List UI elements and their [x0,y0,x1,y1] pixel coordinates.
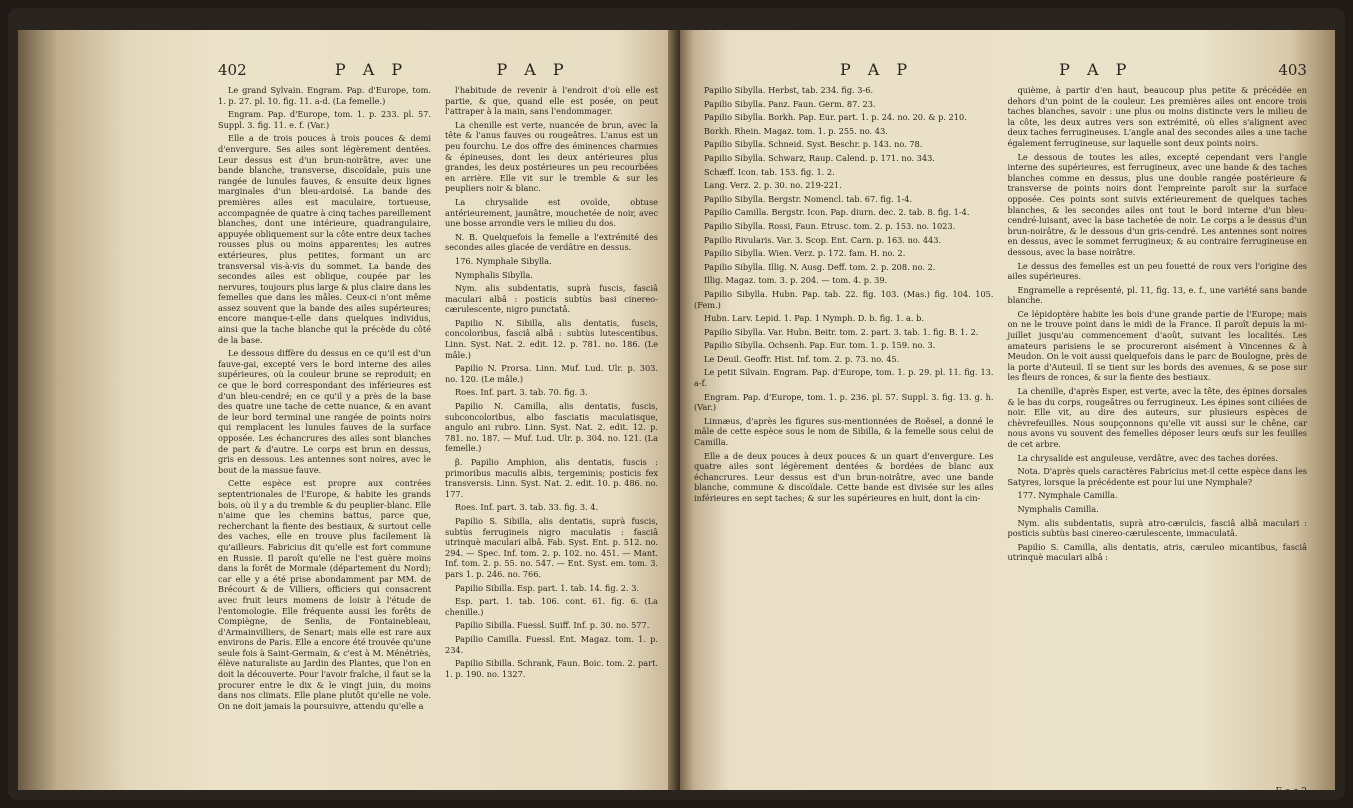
paragraph: Schæff. Icon. tab. 153. fig. 1. 2. [704,166,835,177]
paragraph: Lang. Verz. 2. p. 30. no. 219-221. [704,180,842,191]
paragraph: Nymphalis Camilla. [1017,503,1099,514]
paragraph: Papilio Sibylla. Schwarz, Raup. Calend. p. 171. no. 343. [704,152,935,163]
paragraph: Papilio S. Camilla, alis dentatis, atris, cæruleo micantibus, fasciâ utrinquè maculari albâ : [1007,541,1307,563]
left-head-word-2: P A P [496,60,570,79]
paragraph: Nota. D'après quels caractères Fabricius met-il cette espèce dans les Satyres, lorsque la précédente est pour lui une Nymphale? [1007,466,1307,487]
paragraph: l'habitude de revenir à l'endroit d'où elle est partie, & que, quand elle est posée, on peut l'attraper à la main, sans l'endommager. [445,85,658,117]
paragraph: Papilio N. Camilla, alis dentatis, fuscis, subconcoloribus, albo fasciatis maculatisque, angulo ani rubro. Linn. Syst. Nat. 2. edit. 12. p. 781. no. 187. — Muf. Lud. Ulr. p. 304. no. 121. (La femelle.) [445,401,658,454]
paragraph: Papilio Sibilla. Esp. part. 1. tab. 14. fig. 2. 3. [455,582,640,593]
paragraph: La chenille est verte, nuancée de brun, avec la tête & l'anus fauves ou rougeâtres. L'anus est un peu fourchu. Le dos offre des éminences charnues & épineuses, dont les deux antérieures plus grandes, les deux postérieures un peu recourbées en arrière. Elle vit sur le tremble & sur les peupliers noir & blanc. [445,119,658,194]
paragraph: La chrysalide est ovoïde, obtuse antérieurement, jaunâtre, mouchetée de noir, avec une bosse arrondie vers le milieu du dos. [445,196,658,229]
paragraph: Le Deuil. Geoffr. Hist. Inf. tom. 2. p. 73. no. 45. [704,353,900,364]
paragraph: Papilio Sibylla. Borkh. Pap. Eur. part. 1. p. 24. no. 20. & p. 210. [704,112,967,123]
paragraph: Papilio Sibylla. Panz. Faun. Germ. 87. 23. [704,98,876,109]
paragraph: Papilio N. Sibilla, alis dentatis, fuscis, concoloribus, fasciâ albâ : subtùs lutescentibus. Linn. Syst. Nat. 2. edit. 12. p. 781. no. 186. (Le mâle.) [445,317,658,360]
paragraph: Papilio Sibylla. Rossi, Faun. Etrusc. tom. 2. p. 153. no. 1023. [704,220,956,231]
paragraph: Esp. part. 1. tab. 106. cont. 61. fig. 6. (La chenille.) [445,596,658,617]
right-page-number: 403 [1278,61,1307,79]
left-page-number: 402 [218,61,247,79]
paragraph: N. B. Quelquefois la femelle a l'extrémité des secondes ailes glacée de verdâtre en dessus. [445,231,658,253]
paragraph: Papilio S. Sibilla, alis dentatis, suprà fuscis, subtùs ferrugineis nigro maculatis : fasciâ utrinquè maculari albâ. Fab. Syst. Ent. p. 512. no. 294. — Spec. Inf. tom. 2. p. 102. no. 451. — Mant. Inf. tom. 2. p. 55. no. 547. — Ent. Syst. em. tom. 3. pars 1. p. 246. no. 766. [445,515,658,579]
paragraph: Papilio Sibylla. Var. Hubn. Beitr. tom. 2. part. 3. tab. 1. fig. B. 1. 2. [704,326,979,337]
paragraph: Le grand Sylvain. Engram. Pap. d'Europe, tom. 1. p. 27. pl. 10. fig. 11. a-d. (La femelle.) [218,85,431,106]
paragraph: Papilio Sibylla. Herbst, tab. 234. fig. 3-6. [704,85,874,95]
paragraph: Elle a de deux pouces à deux pouces & un quart d'envergure. Les quatre ailes sont légèrement dentées & bordées de blanc aux échancrures. Leur dessus est d'un brun-noirâtre, avec une bande blanche, commune & discoïdale. Cette bande est divisée sur les ailes inférieures en sept taches; & sur les supérieures en huit, dont la cin- [694,450,994,503]
paragraph: Elle a de trois pouces à trois pouces & demi d'envergure. Ses ailes sont légèrement dentées. Leur dessus est d'un brun-noirâtre, avec une bande blanche, transverse, discoïdale, puis une rangée de lunules fauves, & ensuite deux lignes marginales d'un bleu-ardoisé. La bande des premières ailes est maculaire, tortueuse, accompagnée de quatre à cinq taches pareillement blanches, dont une intérieure, quadrangulaire, appuyée obliquement sur la côte entre deux taches rousses plus ou moins apparentes; les autres extérieures, plus petites, formant un arc transversal vis-à-vis du sommet. La bande des secondes ailes est oblique, coupée par les nervures, toujours plus large & plus claire dans les femelles que dans les mâles. Ceux-ci n'ont même assez souvent que la bande des ailes supérieures; encore manque-t-elle dans quelques individus, ainsi que la tache blanche qui la précède du côté de la base. [218,133,431,345]
left-page [18,30,680,790]
paragraph: quième, à partir d'en haut, beaucoup plus petite & précédée en dehors d'un point de la couleur. Les premières ailes ont encore trois taches blanches, savoir : une plus ou moins distincte vers le milieu de la côte, les deux autres vers son extrémité, où elles s'alignent avec deux taches ferrugineuses. L'angle anal des secondes ailes a une tache également ferrugineuse, sur laquelle sont deux points noirs. [1007,85,1307,148]
paragraph: Papilio Sibylla. Illig. N. Ausg. Deff. tom. 2. p. 208. no. 2. [704,261,936,272]
page-signature: E e e 2 [1275,787,1307,797]
paragraph: Papilio Camilla. Fuessl. Ent. Magaz. tom. 1. p. 234. [445,633,658,655]
right-head-word-2: P A P [1059,60,1133,79]
paragraph: Papilio Sibylla. Hubn. Pap. tab. 22. fig. 103. (Mas.) fig. 104. 105. (Fem.) [694,288,994,310]
paragraph: Le dessous diffère du dessus en ce qu'il est d'un fauve-gai, excepté vers le bord interne des ailes supérieures, où la couleur brune se reproduit; en ce que le bord correspondant des inférieures est d'un bleu-cendré; en ce qu'il y a près de la base des quatre une tache de cette nuance, & en avant de leur bord terminal une rangée de points noirs qui remplacent les lunules fauves de la surface opposée. Les échancrures des ailes sont blanches de part & d'autre. Le corps est brun en dessus, gris en dessous. Les antennes sont noires, avec le bout de la massue fauve. [218,348,431,475]
paragraph: Le dessus des femelles est un peu fouetté de roux vers l'origine des ailes supérieures. [1007,260,1307,282]
paragraph: Le dessous de toutes les ailes, excepté cependant vers l'angle interne des supérieures, est ferrugineux, avec une bande & des taches blanches comme en dessus, plus une double rangée postérieure & transverse de points noirs dont l'empreinte paroît sur la surface opposée. Ces points sont suivis extérieurement de quelques taches blanches, & les secondes ailes ont tout le bord interne d'un bleu-cendré-luisant, avec la base tachetée de noir. Le corps a le dessus d'un brun-noirâtre, & le dessous d'un gris-cendré. Les antennes sont noires en dessus, avec le sommet ferrugineux; & au contraire ferrugineuse en dessous, avec la base noirâtre. [1007,151,1307,257]
paragraph: 176. Nymphale Sibylla. [455,255,552,266]
book-spread [8,8,1345,800]
paragraph: Le petit Silvain. Engram. Pap. d'Europe, tom. 1. p. 29. pl. 11. fig. 13. a-f. [694,367,994,389]
paragraph: Engram. Pap. d'Europe, tom. 1. p. 236. pl. 57. Suppl. 3. fig. 13. g. h. (Var.) [694,391,994,413]
paragraph: Papilio Sibilla. Fuessl. Suiff. Inf. p. 30. no. 577. [455,620,650,631]
right-column-1 [694,85,994,785]
paragraph: Borkh. Rhein. Magaz. tom. 1. p. 255. no. 43. [704,125,888,136]
paragraph: Roes. Inf. part. 3. tab. 33. fig. 3. 4. [455,502,599,513]
paragraph: Papilio Sibylla. Bergstr. Nomencl. tab. 67. fig. 1-4. [704,193,913,204]
paragraph: Papilio Sibylla. Ochsenh. Pap. Eur. tom. 1. p. 159. no. 3. [704,340,936,351]
paragraph: Engramelle a représenté, pl. 11, fig. 13, e. f., une variété sans bande blanche. [1007,284,1307,306]
right-running-head [694,60,1307,79]
paragraph: Linnæus, d'après les figures sus-mentionnées de Roësel, a donné le mâle de cette espèce sous le nom de Sibilla, & la femelle sous celui de Camilla. [694,415,994,448]
paragraph: Illig. Magaz. tom. 3. p. 204. — tom. 4. p. 39. [704,275,888,286]
paragraph: Papilio Rivularis. Var. 3. Scop. Ent. Carn. p. 163. no. 443. [704,234,942,245]
paragraph: 177. Nymphale Camilla. [1017,490,1118,501]
paragraph: Papilio Sibylla. Schneid. Syst. Beschr. p. 143. no. 78. [704,139,923,150]
right-column-2 [1008,85,1308,785]
paragraph: Engram. Pap. d'Europe, tom. 1. p. 233. pl. 57. Suppl. 3. fig. 11. e. f. (Var.) [218,109,431,130]
left-running-head [218,60,658,79]
paragraph: Nym. alis subdentatis, suprà atro-cærulcis, fasciâ albâ maculari : posticis subtùs basi cinereo-cærulescente, immaculatâ. [1007,517,1307,539]
paragraph: Nym. alis subdentatis, suprà fuscis, fasciâ maculari albâ : posticis subtùs basi cinereo-cærulescente, nigro punctatâ. [445,283,658,315]
paragraph: Hubn. Larv. Lepid. 1. Pap. 1 Nymph. D. b. fig. 1. a. b. [704,313,924,324]
paragraph: β. Papilio Amphion, alis dentatis, fuscis : primoribus maculis albis, tergeminis; posticis fex transversis. Linn. Syst. Nat. 2. edit. 10. p. 486. no. 177. [445,457,658,499]
paragraph: Papilio N. Prorsa. Linn. Muf. Lud. Ulr. p. 303. no. 120. (Le mâle.) [445,363,658,384]
paragraph: Ce lépidoptère habite les bois d'une grande partie de l'Europe; mais on ne le trouve point dans le midi de la France. Il paroît depuis la mi-juillet jusqu'au commencement d'août, suivant les localités. Les amateurs parisiens le se procureront aisément à Vincennes & à Meudon. On le voit aussi quelquefois dans le parc de Boulogne, près de la porte d'Auteuil. Il se tient sur les bords des avenues, & se pose sur les fleurs de ronces, & sur la fiente des bestiaux. [1007,308,1307,383]
left-column-2 [445,85,658,785]
right-head-word-1: P A P [839,60,914,79]
paragraph: Papilio Sibylla. Wien. Verz. p. 172. fam. H. no. 2. [704,248,906,259]
paragraph: La chrysalide est anguleuse, verdâtre, avec des taches dorées. [1017,452,1278,463]
left-column-1 [218,85,431,785]
paragraph: Papilio Camilla. Bergstr. Icon. Pap. diurn. dec. 2. tab. 8. fig. 1-4. [704,207,970,218]
paragraph: Roes. Inf. part. 3. tab. 70. fig. 3. [455,387,588,398]
right-page [680,30,1335,797]
paragraph: Cette espèce est propre aux contrées septentrionales de l'Europe, & habite les grands bois, où il y a du tremble & du peuplier-blanc. Elle n'aime que les chemins battus, parce que, recherchant la fiente des bestiaux, & surtout celle des vaches, elle en trouve plus facilement là qu'ailleurs. Fabricius dit qu'elle est fort commune en Russie. Il paroît qu'elle ne l'est guère moins dans la forêt de Mormale (département du Nord); car elle y a été prise abondamment par MM. de Brécourt & de Villiers, officiers qui consacrent avec fruit leurs momens de loisir à l'étude de l'entomologie. Elle fréquente aussi les forêts de Compiègne, de Senlis, de Fontainebleau, d'Armainvilliers, de Senart; mais elle est rare aux environs de Paris. Elle a encore été trouvée qu'une seule fois à Saint-Germain, & c'est à M. Ménétriès, élève naturaliste au Jardin des Plantes, que l'on en doit la découverte. Pour l'avoir fraîche, il faut se la procurer entre le dix & le vingt juin, du moins dans nos climats. Elle plane plutôt qu'elle ne vole. On ne doit jamais la poursuivre, attendu qu'elle a [218,478,431,711]
paragraph: Papilio Sibilla. Schrank, Faun. Boic. tom. 2. part. 1. p. 190. no. 1327. [445,658,658,679]
paragraph: Nymphalis Sibylla. [455,269,533,280]
paragraph: La chenille, d'après Esper, est verte, avec la tête, des épines dorsales & le bas du corps, rougeâtres ou ferrugineux. Les épines sont ciliées de noir. Elle vit, au dire des auteurs, sur plusieurs espèces de chèvrefeuilles. Nous soupçonnons qu'elle vit aussi sur le chêne, car nous avons vu souvent des femelles déposer leurs œufs sur les feuilles de cet arbre. [1007,386,1307,449]
left-head-word-1: P A P [334,60,409,79]
